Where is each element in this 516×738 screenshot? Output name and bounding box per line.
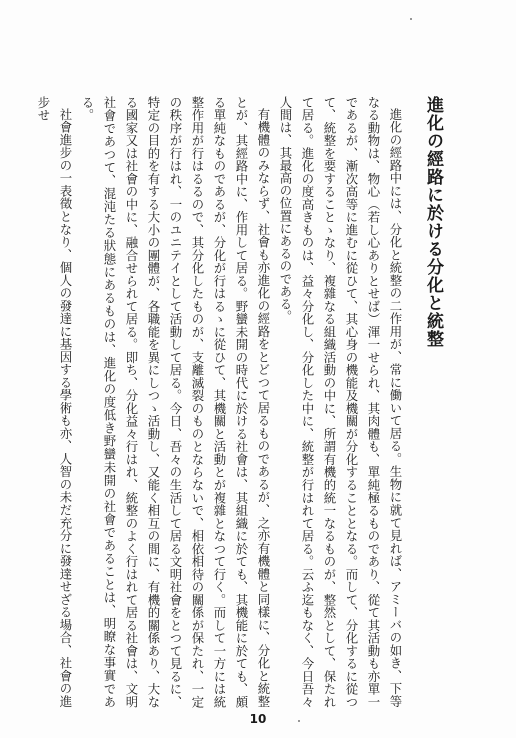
vertical-text-body	[36, 96, 444, 708]
paragraph-2: 有機體のみならず、社會も亦進化の經路をとどつて居るものであるが、之亦有機體と同樣に、分化と統整とが、其經路中に、作用して居る。野蠻未開の時代に於ける社會は、其組織に於ても、其機能に於ても、頗る單純なものであるが、分化が行はるゝに從ひて、其機關と活動とが複雜となつて行く。而して一方には統整作用が行はるるので、其分化したものが、支離滅裂のものとならないで、相依相待の關係が保たれ、一定の秩序が行はれ、一のユニテイとして活動して居る。今日、吾々の生活して居る文明社會をとつて見るに、特定の目的を有する大小の團體が、各職能を異にしつゝ活動し、又能く相互の間に、有機的關係あり、大なる國家又は社會の中に、融合せられて居る。即ち、分化益々行はれ、統整のよく行はれて居る社會は、文明社會であつて、混沌たる狀態にあるものは、進化の度低き野蠻未開の社會であることは、明瞭な事實である。	[80, 96, 271, 708]
paragraph-1: 進化の經路中には、分化と統整の二作用が、常に働いて居る。生物に就て見れば、アミーバの如き、下等なる動物は、物心（若し心ありとせば）渾一せられ、其肉體も、單純極るものであり、從て其活動も亦單一であるが、漸次高等に進むに從ひて、其心身の機能及機關が分化することとなる。而して、分化するに從つて、統整を要することゝなり、複雜なる組織活動の中に、所謂有機的統一なるものが、整然として、保たれて居る。進化の度高きものは、益々分化し、分化した中に、統整が行はれて居る。云ふ迄もなく、今日吾々人間は、其最高の位置にあるのである。	[278, 96, 403, 708]
scan-speck	[298, 720, 300, 722]
paragraph-3: 社會進步の一表徵となり、個人の發達に基因する學術も亦、人智の未だ充分に發達せざる場合、社會の進步せ	[36, 96, 73, 708]
page-number: 10	[249, 712, 267, 726]
scan-speck	[410, 18, 412, 20]
section-title: 進化の經路に於ける分化と統整	[423, 96, 443, 348]
